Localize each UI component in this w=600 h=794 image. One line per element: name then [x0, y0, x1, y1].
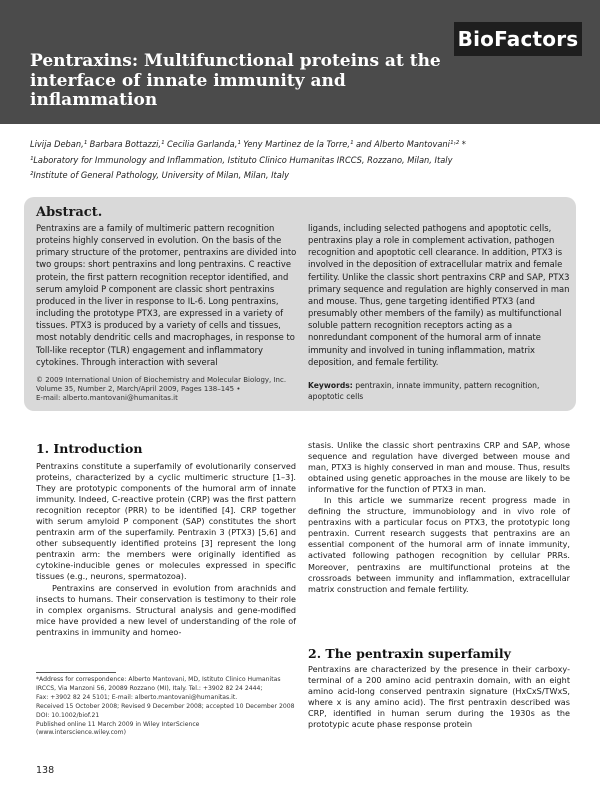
superfamily-text: Pentraxins are characterized by the presence in their carboxy-terminal of a 200 amino acid pentraxin domain, with an eight amino acid-long conserved pentraxin signature (HxCxS/TWxS, where x is any amino acid). The first pentraxin described was CRP, identified in human serum during the 1930s as the prototypic acute phase response protein: [308, 664, 570, 730]
email-line: E-mail: alberto.mantovani@humanitas.it: [36, 394, 178, 402]
introduction-column-2: [308, 440, 570, 595]
keywords-list: pentraxin, innate immunity, pattern recognition, apoptotic cells: [308, 381, 540, 401]
introduction-column-1: [36, 461, 296, 638]
footnote-line: (www.interscience.wiley.com): [36, 729, 126, 737]
footnote-line: DOI: 10.1002/biof.21: [36, 711, 100, 719]
abstract-heading: Abstract.: [36, 205, 103, 220]
intro-paragraph-3: stasis. Unlike the classic short pentraxins CRP and SAP, whose sequence and regulation have diverged between mouse and man, PTX3 is highly conserved in man and mouse. Thus, results obtained using genetic approaches in the mouse are likely to be informative for the function of PTX3 in man.: [308, 440, 570, 495]
affiliation-1: ¹Laboratory for Immunology and Inflammation, Istituto Clinico Humanitas IRCCS, Rozzano, Milan, Italy: [30, 155, 453, 166]
footnote-rule: [36, 672, 116, 673]
author-list: Livija Deban,¹ Barbara Bottazzi,¹ Cecilia Garlanda,¹ Yeny Martinez de la Torre,¹ and Alberto Mantovani¹˒² *: [30, 139, 466, 150]
superfamily-heading: 2. The pentraxin superfamily: [308, 646, 511, 661]
footnote-line: *Address for correspondence: Alberto Mantovani, MD, Istituto Clinico Humanitas: [36, 676, 281, 683]
footnote-line: Fax: +3902 82 24 5101; E-mail: alberto.mantovani@humanitas.it.: [36, 693, 238, 701]
intro-paragraph-4: In this article we summarize recent progress made in defining the structure, immunobiology and in vivo role of pentraxins with a particular focus on PTX3, the prototypic long pentraxin. Current research suggests that pentraxins are an essential component of the humoral arm of innate immunity, activated following pathogen recognition by cellular PRRs. Moreover, pentraxins are multifunctional proteins at the crossroads between immunity and inflammation, extracellular matrix construction and female fertility.: [308, 495, 570, 594]
introduction-heading: 1. Introduction: [36, 441, 143, 456]
intro-paragraph-1: Pentraxins constitute a superfamily of evolutionarily conserved proteins, characterized by a cyclic multimeric structure [1–3]. They are prototypic components of the humoral arm of innate immunity. Indeed, C-reactive protein (CRP) was the first pattern recognition receptor (PRR) to be identified [4]. CRP together with serum amyloid P component (SAP) constitutes the short pentraxin arm of the superfamily. Pentraxin 3 (PTX3) [5,6] and other subsequently identified proteins [3] represent the long pentraxin arm: the members were originally identified as cytokine-inducible genes or molecules expressed in specific tissues (e.g., neurons, spermatozoa).: [36, 461, 296, 582]
copyright-line: © 2009 International Union of Biochemistry and Molecular Biology, Inc.: [36, 376, 287, 384]
article-title: Pentraxins: Multifunctional proteins at the interface of innate immunity and inflammation: [30, 51, 441, 110]
volume-line: Volume 35, Number 2, March/April 2009, Pages 138–145 •: [36, 385, 241, 393]
abstract-text-right: ligands, including selected pathogens and apoptotic cells, pentraxins play a role in complement activation, pathogen recognition and apoptotic cell clearance. In addition, PTX3 is involved in the deposition of extracellular matrix and female fertility. Unlike the classic short pentraxins CRP and SAP, PTX3 primary sequence and regulation are highly conserved in man and mouse. Thus, gene targeting identified PTX3 (and presumably other members of the family) as multifunctional soluble pattern recognition receptors acting as a nonredundant component of the humoral arm of innate immunity and involved in tuning inflammation, matrix deposition, and female fertility.: [308, 223, 570, 367]
footnote-line: IRCCS, Via Manzoni 56, 20089 Rozzano (MI), Italy. Tel.: +3902 82 24 2444;: [36, 684, 263, 692]
footnotes: [36, 676, 298, 738]
keywords: [308, 381, 568, 402]
page-number: 138: [36, 765, 55, 776]
footnote-line: Published online 11 March 2009 in Wiley InterScience: [36, 720, 200, 728]
keywords-label: Keywords:: [308, 381, 353, 390]
abstract-text-left: Pentraxins are a family of multimeric pattern recognition proteins highly conserved in evolution. On the basis of the primary structure of the protomer, pentraxins are divided into two groups: short pentraxins and long pentraxins. C reactive protein, the first pattern recognition receptor identified, and serum amyloid P component are classic short pentraxins produced in the liver in response to IL-6. Long pentraxins, including the prototype PTX3, are expressed in a variety of tissues. PTX3 is produced by a variety of cells and tissues, most notably dendritic cells and macrophages, in response to Toll-like receptor (TLR) engagement and inflammatory cytokines. Through interaction with several: [36, 223, 297, 367]
footnote-line: Received 15 October 2008; Revised 9 December 2008; accepted 10 December 2008: [36, 702, 295, 710]
intro-paragraph-2: Pentraxins are conserved in evolution from arachnids and insects to humans. Their conservation is testimony to their role in complex organisms. Structural analysis and gene-modified mice have provided a new level of understanding of the role of pentraxins in immunity and homeo-: [36, 582, 296, 637]
affiliation-2: ²Institute of General Pathology, University of Milan, Milan, Italy: [30, 170, 290, 181]
journal-name: BioFactors: [454, 22, 582, 56]
